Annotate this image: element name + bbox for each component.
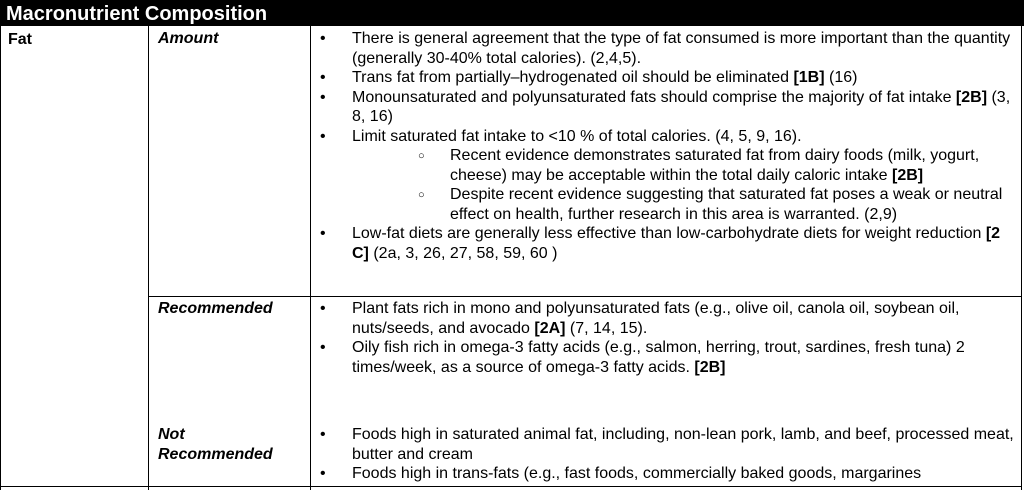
list-item: • Trans fat from partially–hydrogenated oil should be eliminated [1B] (16) [318,68,1018,88]
row-label-recommended: Recommended [158,300,273,317]
divider [1021,26,1022,490]
list-item: • Foods high in trans-fats (e.g., fast foods, commercially baked goods, margarines [318,464,1018,484]
sub-list-item: ○ Recent evidence demonstrates saturated fat from dairy foods (milk, yogurt, cheese) may be acceptable within the total daily caloric intake [2B] [318,146,1018,185]
list-item: • There is general agreement that the type of fat consumed is more important than the quantity (generally 30-40% total calories). (2,4,5). [318,29,1018,68]
table-header [0,0,1024,26]
divider [148,26,149,490]
recommended-list [318,299,1018,377]
sub-list-item: ○ Despite recent evidence suggesting that saturated fat poses a weak or neutral effect on health, further research in this area is warranted. (2,9) [318,185,1018,224]
row-label-not-recommended: Not Recommended [158,426,273,463]
list-item: • Plant fats rich in mono and polyunsaturated fats (e.g., olive oil, canola oil, soybean oil, nuts/seeds, and avocado [2A] (7, 14, 15). [318,299,1018,338]
list-item: • Low-fat diets are generally less effective than low-carbohydrate diets for weight reduction [2 C] (2a, 3, 26, 27, 58, 59, 60 ) [318,224,1018,263]
divider [310,26,311,490]
list-item: • Foods high in saturated animal fat, including, non-lean pork, lamb, and beef, processed meat, butter and cream [318,425,1018,464]
amount-list [318,29,1018,263]
divider [0,26,1,490]
not-recommended-list [318,425,1018,484]
table-title: Macronutrient Composition [6,3,268,25]
list-item: • Limit saturated fat intake to <10 % of total calories. (4, 5, 9, 16). [318,127,1018,147]
row-label-amount: Amount [158,30,219,47]
category-label: Fat [8,31,32,48]
divider [148,296,1022,297]
list-item: • Monounsaturated and polyunsaturated fats should comprise the majority of fat intake [2B] (3, 8, 16) [318,88,1018,127]
divider [0,486,1022,487]
list-item: • Oily fish rich in omega-3 fatty acids (e.g., salmon, herring, trout, sardines, fresh tuna) 2 times/week, as a source of omega-3 fatty acids. [2B] [318,338,1018,377]
